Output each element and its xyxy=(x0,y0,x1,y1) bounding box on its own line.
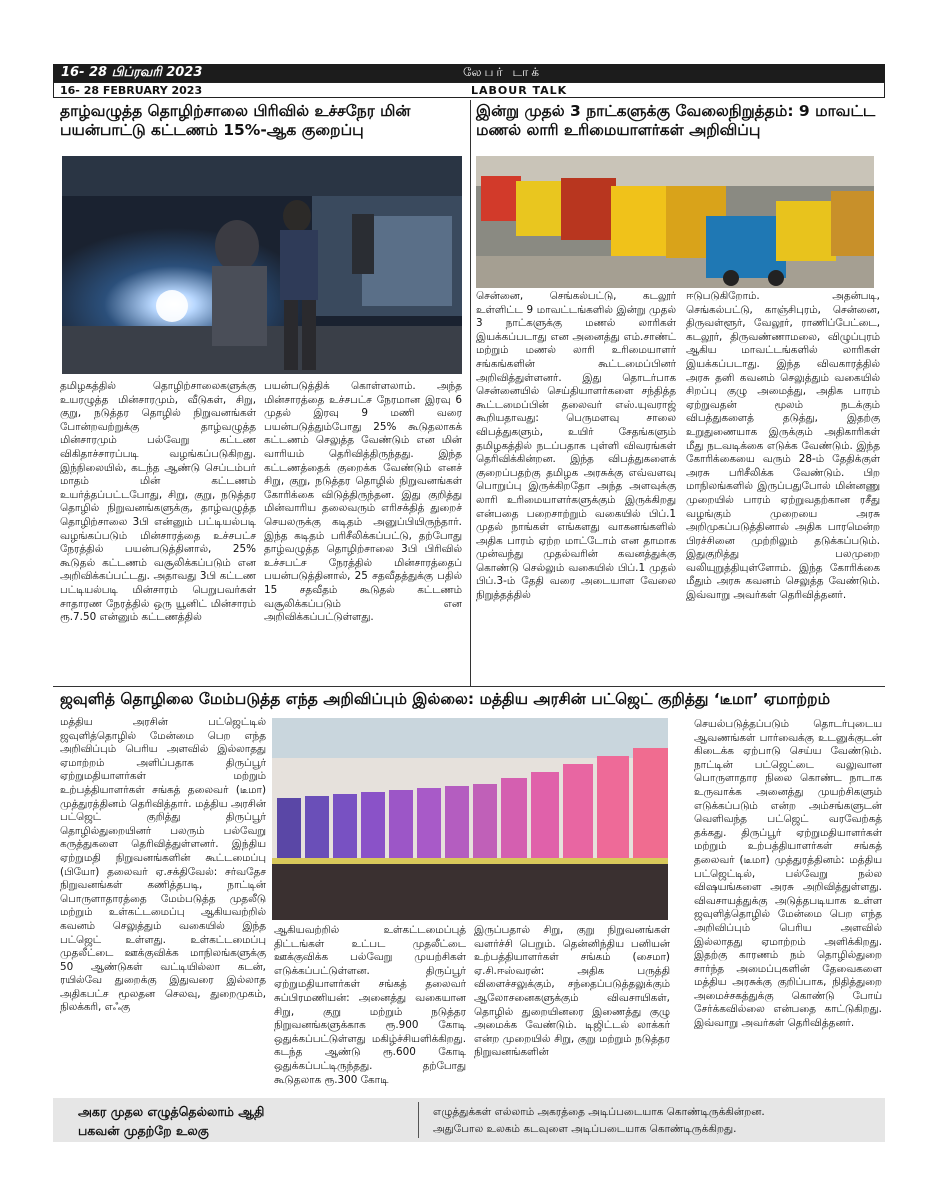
kural-line-2: பகவன் முதற்றே உலகு xyxy=(78,1123,209,1138)
article3-column-3: இருப்பதால் சிறு, குறு நிறுவனங்கள் வளர்ச்சி பெறும். தென்னிந்திய பனியன் உற்பத்தியாளர்கள் சங்கம் (சைமா) ஏ.சி.ஈஸ்வரன்: அதிக பருத்தி விளைச்சலுக்கும், சந்தைப்படுத்தலுக்கும் ஆலோசனைகளுக்கும் விவசாயிகள், தொழில் துறையினரை இணைத்து குழு அமைக்க வேண்டும். டிஜிட்டல் லாக்கர் என்ற முறையில் சிறு, குறு மற்றும் நடுத்தர நிறுவனங்களின் xyxy=(474,924,670,1059)
publication-title-english: LABOUR TALK xyxy=(471,84,568,97)
article3-column-1: மத்திய அரசின் பட்ஜெட்டில் ஜவுளித்தொழில் மேன்மை பெற எந்த அறிவிப்பும் பெரிய அளவில் இல்லாதது ஏமாற்றம் அளிப்பதாக திருப்பூர் ஏற்றுமதியாளர்கள் மற்றும் உற்பத்தியாளர்கள் சங்கத் தலைவர் (டீமா) முத்துரத்தினம் தெரிவித்தார். மத்திய அரசின் பட்ஜெட் குறித்து திருப்பூர் தொழில்துறையினர் பலரும் பல்வேறு கருத்துகளை தெரிவித்துள்ளனர். இந்திய ஏற்றுமதி நிறுவனங்களின் கூட்டமைப்பு (பியோ) தலைவர் ஏ.சக்திவேல்: சர்வதேச நிறுவனங்கள் கணித்தபடி, நாட்டின் பொருளாதாரத்தை மேம்படுத்த முதலீடு மற்றும் உள்கட்டமைப்பு ஆகியவற்றில் கவனம் செலுத்தும் வகையில் இந்த பட்ஜெட் உள்ளது. உள்கட்டமைப்பு முதலீட்டை ஊக்குவிக்க மாநிலங்களுக்கு 50 ஆண்டுகள் வட்டியில்லா கடன், ரயில்வே துறைக்கு இதுவரை இல்லாத அதிகபட்ச மூலதன செலவு, துறைமுகம், நிலக்கரி, எஃகு xyxy=(60,716,266,1014)
section-divider xyxy=(53,686,885,687)
article1-column-2: பயன்படுத்திக் கொள்ளலாம். அந்த மின்சாரத்தை உச்சபட்ச நேரமான இரவு 6 முதல் இரவு 9 மணி வரை பயன்படுத்தும்போது 25% கூடுதலாகக் கட்டணம் செலுத்த வேண்டும் என மின் வாரியம் தெரிவித்திருந்தது. இந்த கட்டணத்தைக் குறைக்க வேண்டும் எனச் சிறு, குறு, நடுத்தர தொழில் நிறுவனங்கள் கோரிக்கை விடுத்திருந்தன. இது குறித்து மின்வாரிய தலைவரும் எரிசக்தித் துறைச் செயலருக்கு கடிதம் அனுப்பியிருந்தார். இந்த கடிதம் பரிசீலிக்கப்பட்டு, தற்போது தாழ்வழுத்த தொழிற்சாலை 3பி பிரிவில் உச்சபட்ச நேரத்தில் மின்சாரத்தைப் பயன்படுத்தினால், 25 சதவீதத்துக்கு பதில் 15 சதவீதம் கூடுதல் கட்டணம் வசூலிக்கப்படும் என அறிவிக்கப்பட்டுள்ளது. xyxy=(264,380,462,624)
article3-headline: ஜவுளித் தொழிலை மேம்படுத்த எந்த அறிவிப்பும் இல்லை: மத்திய அரசின் பட்ஜெட் குறித்து ‘டீமா’ ஏமாற்றம் xyxy=(60,690,831,708)
masthead-bar xyxy=(53,64,885,82)
footer-divider xyxy=(418,1102,419,1138)
yarn-spools-icon xyxy=(272,718,668,920)
masthead-subbar xyxy=(53,82,885,98)
publication-title-tamil: லேபர் டாக் xyxy=(463,65,542,79)
article2-column-1: சென்னை, செங்கல்பட்டு, கடலூர் உள்ளிட்ட 9 மாவட்டங்களில் இன்று முதல் 3 நாட்களுக்கு மணல் லாரிகள் இயக்கப்படாது என அனைத்து எம்.சாண்ட் மற்றும் மணல் லாரி உரிமையாளர் சங்கங்களின் கூட்டமைப்பினர் அறிவித்துள்ளனர். இது தொடர்பாக சென்னையில் செய்தியாளர்களை சந்தித்த கூட்டமைப்பின் தலைவர் எஸ்.யுவராஜ் கூறியதாவது: பெருமளவு சாலை விபத்துகளும், உயிர் சேதங்களும் தமிழகத்தில் நடப்பதாக புள்ளி விவரங்கள் தெரிவிக்கின்றன. இந்த விபத்துகளைக் குறைப்பதற்கு தமிழக அரசுக்கு எவ்வளவு பொறுப்பு இருக்கிறதோ அந்த அளவுக்கு லாரி உரிமையாளர்களுக்கும் இருக்கிறது என்பதை பறைசாற்றும் வகையில் பிப்.1 முதல் நாங்கள் எங்களது வாகனங்களில் அதிக பாரம் ஏற்ற மாட்டோம் என தாமாக முன்வந்து முதல்வரின் கவனத்துக்கு கொண்டு செல்லும் வகையில் பிப்.1 முதல் பிப்.3-ம் தேதி வரை அடையாள வேலை நிறுத்தத்தில் xyxy=(476,290,676,602)
issue-date-tamil: 16- 28 பிப்ரவரி 2023 xyxy=(61,65,203,80)
article1-headline: தாழ்வழுத்த தொழிற்சாலை பிரிவில் உச்சநேர மின் பயன்பாட்டு கட்டணம் 15%-ஆக குறைப்பு xyxy=(60,102,411,140)
article1-column-1: தமிழகத்தில் தொழிற்சாலைகளுக்கு உயரழுத்த மின்சாரமும், வீடுகள், சிறு, குறு, நடுத்தர தொழில் நிறுவனங்கள் போன்றவற்றுக்கு தாழ்வழுத்த மின்சாரமும் பல்வேறு கட்டண விகிதாச்சாரப்படி வழங்கப்படுகிறது. இந்நிலையில், கடந்த ஆண்டு செப்டம்பர் மாதம் மின் கட்டணம் உயர்த்தப்பட்டபோது, சிறு, குறு, நடுத்தர தொழில் நிறுவனங்களுக்கு, தாழ்வழுத்த தொழிற்சாலை 3பி என்னும் பட்டியல்படி வழங்கப்படும் மின்சாரத்தை உச்சபட்ச நேரத்தில் பயன்படுத்தினால், 25% கூடுதல் கட்டணம் வசூலிக்கப்படும் என அறிவிக்கப்பட்டது. அதாவது 3பி கட்டண பட்டியல்படி மின்சாரம் பெறுபவர்கள் சாதாரண நேரத்தில் ஒரு யூனிட் மின்சாரம் ரூ.7.50 என்னும் கட்டணத்தில் xyxy=(60,380,256,624)
parked-lorries-icon xyxy=(476,156,874,288)
kural-line-1: அகர முதல எழுத்தெல்லாம் ஆதி xyxy=(78,1104,265,1119)
column-divider xyxy=(470,100,471,686)
article3-column-4: செயல்படுத்தப்படும் தொடர்புடைய ஆவணங்கள் பார்வைக்கு உடனுக்குடன் கிடைக்க ஏற்பாடு செய்ய வேண்டும். நாட்டின் பட்ஜெட்டை வலுவான பொருளாதார நிலை கொண்ட நாடாக உருவாக்க அனைத்து முயற்சிகளும் எடுக்கப்படும் என்ற அம்சங்களுடன் வெளிவந்த பட்ஜெட் வரவேற்கத் தக்கது. திருப்பூர் ஏற்றுமதியாளர்கள் மற்றும் உற்பத்தியாளர்கள் சங்கத் தலைவர் (டீமா) முத்துரத்தினம்: மத்திய பட்ஜெட்டில், பல்வேறு நல்ல விஷயங்களை அரசு அறிவித்துள்ளது. விவசாயத்துக்கு அடுத்தபடியாக உள்ள ஜவுளித்தொழில் மேன்மை பெற எந்த அறிவிப்பும் பெரிய அளவில் இல்லாதது ஏமாற்றம் அளிக்கிறது. இதற்கு காரணம் நம் தொழில்துறை சார்ந்த அமைப்புகளின் தேவைகளை மத்திய அரசுக்கு குறிப்பாக, நிதித்துறை அமைச்சகத்துக்கு கொண்டு போய் சேர்க்கவில்லை என்பதை காட்டுகிறது. இவ்வாறு அவர்கள் தெரிவித்தனர். xyxy=(694,718,882,1030)
kural-meaning-1: எழுத்துக்கள் எல்லாம் அகரத்தை அடிப்படையாக கொண்டிருக்கின்றன. xyxy=(433,1106,765,1118)
article2-photo xyxy=(476,156,874,288)
thirukkural-footer xyxy=(53,1098,885,1142)
kural-meaning-2: அதுபோல உலகம் கடவுளை அடிப்படையாக கொண்டிருக்கிறது. xyxy=(433,1123,737,1135)
article1-photo xyxy=(62,156,462,374)
article3-photo xyxy=(272,718,668,920)
issue-date-english: 16- 28 FEBRUARY 2023 xyxy=(60,84,203,97)
welding-workers-icon xyxy=(62,156,462,374)
article2-column-2: ஈடுபடுகிறோம். அதன்படி, செங்கல்பட்டு, காஞ்சிபுரம், சென்னை, திருவள்ளூர், வேலூர், ராணிப்பேட்டை, கடலூர், திருவண்ணாமலை, விழுப்புரம் ஆகிய மாவட்டங்களில் லாரிகள் இயக்கப்படாது. இந்த விவகாரத்தில் அரசு தனி கவனம் செலுத்தும் வகையில் சிறப்பு குழு அமைத்து, அதிக பாரம் ஏற்றுவதன் மூலம் நடக்கும் விபத்துகளைத் தடுத்து, இதற்கு உறுதுணையாக இருக்கும் அதிகாரிகள் மீது நடவடிக்கை எடுக்க வேண்டும். இந்த கோரிக்கையை வரும் 28-ம் தேதிக்குள் அரசு பரிசீலிக்க வேண்டும். பிற மாநிலங்களில் இருப்பதுபோல் மின்னணு முறையில் பாரம் ஏற்றுவதற்கான ரசீது வழங்கும் முறையை அரசு அறிமுகப்படுத்தினால் அதிக பாரமென்ற பிரச்சினை முற்றிலும் தடுக்கப்படும். இதுகுறித்து பலமுறை வலியுறுத்தியுள்ளோம். இந்த கோரிக்கை மீதும் அரசு கவனம் செலுத்த வேண்டும். இவ்வாறு அவர்கள் தெரிவித்தனர். xyxy=(686,290,880,602)
article3-column-2: ஆகியவற்றில் உள்கட்டமைப்புத் திட்டங்கள் உட்பட முதலீட்டை ஊக்குவிக்க பல்வேறு முயற்சிகள் எடுக்கப்பட்டுள்ளன. திருப்பூர் ஏற்றுமதியாளர்கள் சங்கத் தலைவர் சுப்பிரமணியன்: அனைத்து வகையான சிறு, குறு மற்றும் நடுத்தர நிறுவனங்களுக்காக ரூ.900 கோடி ஒதுக்கப்பட்டுள்ளது மகிழ்ச்சியளிக்கிறது. கடந்த ஆண்டு ரூ.600 கோடி ஒதுக்கப்பட்டிருந்தது. தற்போது கூடுதலாக ரூ.300 கோடி xyxy=(274,924,466,1086)
article2-headline: இன்று முதல் 3 நாட்களுக்கு வேலைநிறுத்தம்: 9 மாவட்ட மணல் லாரி உரிமையாளர்கள் அறிவிப்பு xyxy=(476,102,876,140)
